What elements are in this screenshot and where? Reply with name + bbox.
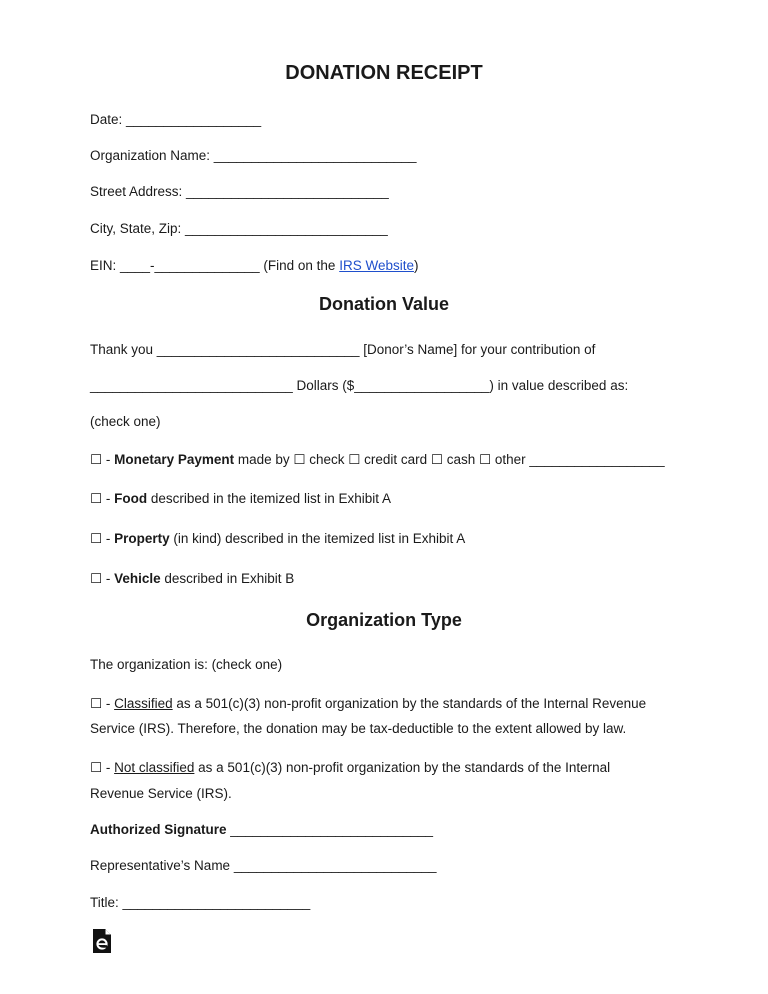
- representative-name-field[interactable]: Representative’s Name ___________________________: [90, 858, 437, 873]
- eforms-logo-icon: [92, 928, 112, 954]
- property-details: (in kind) described in the itemized list in Exhibit A: [169, 531, 466, 546]
- classified-option[interactable]: [90, 696, 646, 712]
- dollars-line[interactable]: ___________________________ Dollars ($__________________) in value described as:: [90, 378, 629, 393]
- irs-website-link[interactable]: IRS Website: [339, 258, 414, 273]
- document-title: DONATION RECEIPT: [285, 62, 483, 84]
- checkbox-icon[interactable]: ☐ -: [90, 491, 115, 506]
- authorized-signature-label: Authorized Signature: [90, 822, 227, 837]
- street-address-field[interactable]: Street Address: ___________________________: [90, 184, 389, 199]
- organization-type-intro: The organization is: (check one): [90, 657, 283, 672]
- food-details: described in the itemized list in Exhibit A: [147, 491, 391, 506]
- checkbox-icon[interactable]: ☐ -: [90, 696, 115, 711]
- donation-value-heading: Donation Value: [318, 294, 450, 314]
- not-classified-details: as a 501(c)(3) non-profit organization by the standards of the Internal: [194, 760, 611, 775]
- vehicle-option[interactable]: [90, 571, 294, 587]
- checkbox-icon[interactable]: ☐ -: [90, 452, 115, 467]
- thank-you-line[interactable]: Thank you ___________________________ [Donor’s Name] for your contribution of: [90, 342, 596, 357]
- monetary-payment-option[interactable]: [90, 452, 665, 468]
- monetary-payment-label: Monetary Payment: [114, 452, 235, 467]
- organization-type-heading: Organization Type: [306, 610, 462, 630]
- authorized-signature-field[interactable]: [90, 822, 433, 838]
- classified-label: Classified: [114, 696, 173, 711]
- check-one-label: (check one): [90, 414, 161, 429]
- ein-suffix: ): [413, 258, 419, 273]
- vehicle-details: described in Exhibit B: [160, 571, 295, 586]
- city-state-zip-field[interactable]: City, State, Zip: ___________________________: [90, 221, 388, 236]
- title-field[interactable]: Title: _________________________: [90, 895, 311, 910]
- classified-details: as a 501(c)(3) non-profit organization by the standards of the Internal Revenue: [172, 696, 647, 711]
- ein-field[interactable]: [90, 258, 418, 274]
- not-classified-details-line2: Revenue Service (IRS).: [90, 786, 232, 801]
- not-classified-label: Not classified: [114, 760, 195, 775]
- property-label: Property: [114, 531, 170, 546]
- date-field[interactable]: Date: __________________: [90, 112, 262, 127]
- vehicle-label: Vehicle: [114, 571, 161, 586]
- property-option[interactable]: [90, 531, 465, 547]
- classified-details-line2: Service (IRS). Therefore, the donation may be tax-deductible to the extent allowed by law.: [90, 721, 627, 736]
- checkbox-icon[interactable]: ☐ -: [90, 531, 115, 546]
- monetary-payment-details: made by ☐ check ☐ credit card ☐ cash ☐ other __________________: [234, 452, 665, 467]
- not-classified-option[interactable]: [90, 760, 610, 776]
- food-option[interactable]: [90, 491, 391, 507]
- checkbox-icon[interactable]: ☐ -: [90, 571, 115, 586]
- food-label: Food: [114, 491, 148, 506]
- authorized-signature-blank: ___________________________: [226, 822, 433, 837]
- ein-label: EIN: ____-______________ (Find on the: [90, 258, 340, 273]
- organization-name-field[interactable]: Organization Name: ___________________________: [90, 148, 417, 163]
- checkbox-icon[interactable]: ☐ -: [90, 760, 115, 775]
